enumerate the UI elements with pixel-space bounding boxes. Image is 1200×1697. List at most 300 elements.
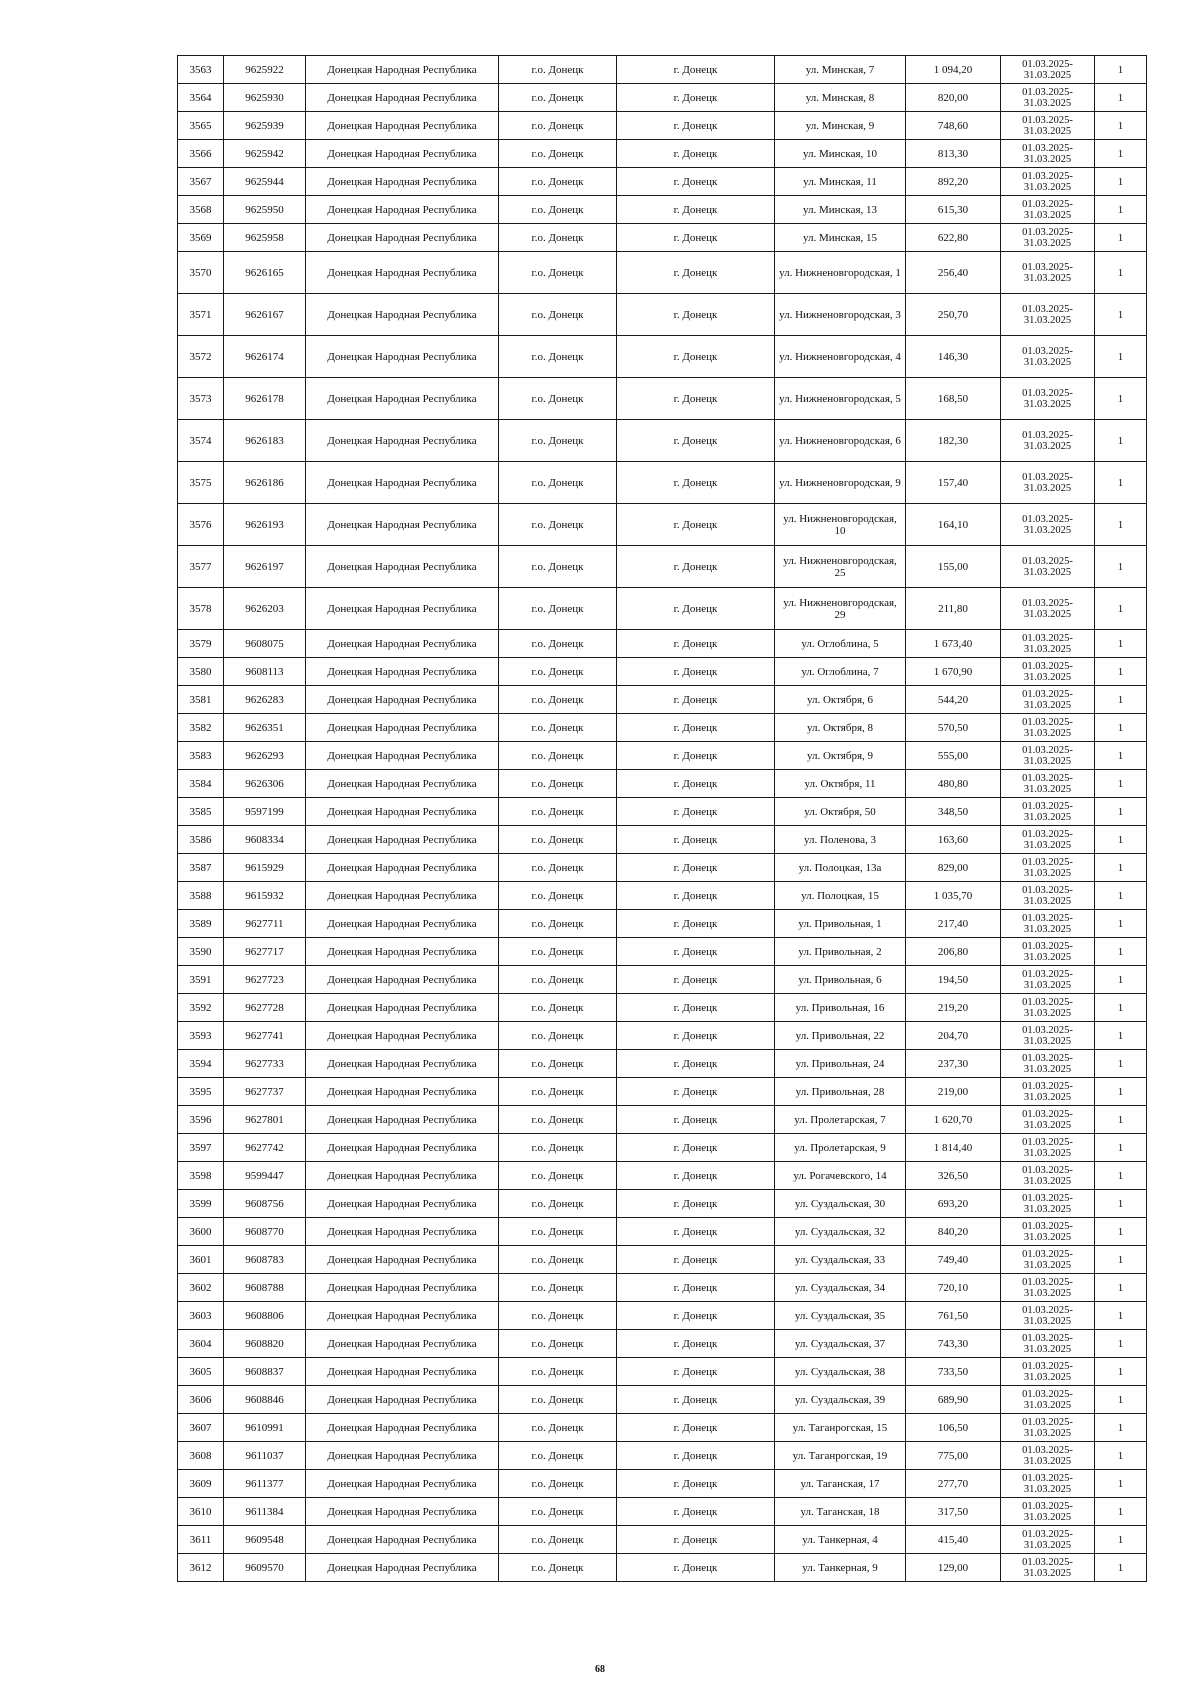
- count-cell: 1: [1095, 938, 1147, 966]
- area-cell: 146,30: [906, 336, 1001, 378]
- object-code-cell: 9626203: [224, 588, 306, 630]
- district-cell: г.о. Донецк: [499, 826, 617, 854]
- city-cell: г. Донецк: [617, 504, 775, 546]
- row-number-cell: 3581: [178, 686, 224, 714]
- city-cell: г. Донецк: [617, 224, 775, 252]
- area-cell: 615,30: [906, 196, 1001, 224]
- city-cell: г. Донецк: [617, 1554, 775, 1582]
- region-cell: Донецкая Народная Республика: [306, 1190, 499, 1218]
- address-cell: ул. Рогачевского, 14: [775, 1162, 906, 1190]
- table-row: [178, 1274, 1147, 1302]
- row-number-cell: 3599: [178, 1190, 224, 1218]
- count-cell: 1: [1095, 798, 1147, 826]
- district-cell: г.о. Донецк: [499, 56, 617, 84]
- count-cell: 1: [1095, 742, 1147, 770]
- area-cell: 733,50: [906, 1358, 1001, 1386]
- address-cell: ул. Октября, 9: [775, 742, 906, 770]
- area-cell: 748,60: [906, 112, 1001, 140]
- count-cell: 1: [1095, 1078, 1147, 1106]
- area-cell: 129,00: [906, 1554, 1001, 1582]
- count-cell: 1: [1095, 224, 1147, 252]
- row-number-cell: 3564: [178, 84, 224, 112]
- address-cell: ул. Минская, 9: [775, 112, 906, 140]
- city-cell: г. Донецк: [617, 798, 775, 826]
- row-number-cell: 3570: [178, 252, 224, 294]
- count-cell: 1: [1095, 140, 1147, 168]
- city-cell: г. Донецк: [617, 742, 775, 770]
- city-cell: г. Донецк: [617, 1358, 775, 1386]
- region-cell: Донецкая Народная Республика: [306, 994, 499, 1022]
- period-cell: 01.03.2025-31.03.2025: [1001, 420, 1095, 462]
- period-cell: 01.03.2025-31.03.2025: [1001, 196, 1095, 224]
- row-number-cell: 3574: [178, 420, 224, 462]
- table-row: [178, 84, 1147, 112]
- count-cell: 1: [1095, 112, 1147, 140]
- row-number-cell: 3597: [178, 1134, 224, 1162]
- period-cell: 01.03.2025-31.03.2025: [1001, 770, 1095, 798]
- district-cell: г.о. Донецк: [499, 770, 617, 798]
- address-cell: ул. Суздальская, 34: [775, 1274, 906, 1302]
- district-cell: г.о. Донецк: [499, 630, 617, 658]
- area-cell: 693,20: [906, 1190, 1001, 1218]
- row-number-cell: 3610: [178, 1498, 224, 1526]
- area-cell: 1 673,40: [906, 630, 1001, 658]
- table-row: [178, 1050, 1147, 1078]
- object-code-cell: 9608756: [224, 1190, 306, 1218]
- period-cell: 01.03.2025-31.03.2025: [1001, 910, 1095, 938]
- district-cell: г.о. Донецк: [499, 1358, 617, 1386]
- district-cell: г.о. Донецк: [499, 1078, 617, 1106]
- object-code-cell: 9610991: [224, 1414, 306, 1442]
- area-cell: 555,00: [906, 742, 1001, 770]
- address-cell: ул. Поленова, 3: [775, 826, 906, 854]
- district-cell: г.о. Донецк: [499, 1022, 617, 1050]
- object-code-cell: 9627741: [224, 1022, 306, 1050]
- city-cell: г. Донецк: [617, 1022, 775, 1050]
- city-cell: г. Донецк: [617, 294, 775, 336]
- table-row: [178, 686, 1147, 714]
- address-cell: ул. Минская, 8: [775, 84, 906, 112]
- region-cell: Донецкая Народная Республика: [306, 1218, 499, 1246]
- object-code-cell: 9611037: [224, 1442, 306, 1470]
- table-row: [178, 462, 1147, 504]
- district-cell: г.о. Донецк: [499, 1218, 617, 1246]
- area-cell: 211,80: [906, 588, 1001, 630]
- row-number-cell: 3601: [178, 1246, 224, 1274]
- district-cell: г.о. Донецк: [499, 336, 617, 378]
- address-cell: ул. Нижненовгородская, 4: [775, 336, 906, 378]
- table-row: [178, 714, 1147, 742]
- district-cell: г.о. Донецк: [499, 854, 617, 882]
- district-cell: г.о. Донецк: [499, 1050, 617, 1078]
- city-cell: г. Донецк: [617, 1386, 775, 1414]
- city-cell: г. Донецк: [617, 910, 775, 938]
- region-cell: Донецкая Народная Республика: [306, 224, 499, 252]
- count-cell: 1: [1095, 1106, 1147, 1134]
- district-cell: г.о. Донецк: [499, 84, 617, 112]
- district-cell: г.о. Донецк: [499, 1498, 617, 1526]
- city-cell: г. Донецк: [617, 966, 775, 994]
- city-cell: г. Донецк: [617, 1498, 775, 1526]
- region-cell: Донецкая Народная Республика: [306, 1274, 499, 1302]
- address-cell: ул. Полоцкая, 15: [775, 882, 906, 910]
- city-cell: г. Донецк: [617, 658, 775, 686]
- address-cell: ул. Суздальская, 35: [775, 1302, 906, 1330]
- address-cell: ул. Октября, 11: [775, 770, 906, 798]
- count-cell: 1: [1095, 252, 1147, 294]
- object-code-cell: 9609570: [224, 1554, 306, 1582]
- object-code-cell: 9625930: [224, 84, 306, 112]
- address-cell: ул. Пролетарская, 7: [775, 1106, 906, 1134]
- period-cell: 01.03.2025-31.03.2025: [1001, 994, 1095, 1022]
- count-cell: 1: [1095, 168, 1147, 196]
- address-cell: ул. Суздальская, 30: [775, 1190, 906, 1218]
- count-cell: 1: [1095, 1498, 1147, 1526]
- area-cell: 317,50: [906, 1498, 1001, 1526]
- table-row: [178, 504, 1147, 546]
- address-cell: ул. Суздальская, 32: [775, 1218, 906, 1246]
- address-cell: ул. Октября, 6: [775, 686, 906, 714]
- table-row: [178, 1414, 1147, 1442]
- region-cell: Донецкая Народная Республика: [306, 770, 499, 798]
- row-number-cell: 3600: [178, 1218, 224, 1246]
- period-cell: 01.03.2025-31.03.2025: [1001, 1386, 1095, 1414]
- region-cell: Донецкая Народная Республика: [306, 140, 499, 168]
- table-body: [178, 56, 1147, 1582]
- table-row: [178, 742, 1147, 770]
- row-number-cell: 3583: [178, 742, 224, 770]
- count-cell: 1: [1095, 56, 1147, 84]
- table-row: [178, 1330, 1147, 1358]
- row-number-cell: 3607: [178, 1414, 224, 1442]
- period-cell: 01.03.2025-31.03.2025: [1001, 252, 1095, 294]
- count-cell: 1: [1095, 1414, 1147, 1442]
- count-cell: 1: [1095, 336, 1147, 378]
- district-cell: г.о. Донецк: [499, 658, 617, 686]
- row-number-cell: 3580: [178, 658, 224, 686]
- area-cell: 250,70: [906, 294, 1001, 336]
- object-code-cell: 9625944: [224, 168, 306, 196]
- table-row: [178, 966, 1147, 994]
- period-cell: 01.03.2025-31.03.2025: [1001, 1246, 1095, 1274]
- district-cell: г.о. Донецк: [499, 1442, 617, 1470]
- city-cell: г. Донецк: [617, 770, 775, 798]
- table-row: [178, 1022, 1147, 1050]
- region-cell: Донецкая Народная Республика: [306, 966, 499, 994]
- region-cell: Донецкая Народная Республика: [306, 854, 499, 882]
- count-cell: 1: [1095, 770, 1147, 798]
- object-code-cell: 9625942: [224, 140, 306, 168]
- period-cell: 01.03.2025-31.03.2025: [1001, 1526, 1095, 1554]
- region-cell: Донецкая Народная Республика: [306, 910, 499, 938]
- region-cell: Донецкая Народная Республика: [306, 1106, 499, 1134]
- city-cell: г. Донецк: [617, 462, 775, 504]
- row-number-cell: 3591: [178, 966, 224, 994]
- city-cell: г. Донецк: [617, 168, 775, 196]
- period-cell: 01.03.2025-31.03.2025: [1001, 714, 1095, 742]
- area-cell: 761,50: [906, 1302, 1001, 1330]
- address-cell: ул. Нижненовгородская, 25: [775, 546, 906, 588]
- region-cell: Донецкая Народная Республика: [306, 826, 499, 854]
- area-cell: 1 814,40: [906, 1134, 1001, 1162]
- city-cell: г. Донецк: [617, 252, 775, 294]
- table-row: [178, 168, 1147, 196]
- period-cell: 01.03.2025-31.03.2025: [1001, 1274, 1095, 1302]
- address-cell: ул. Нижненовгородская, 9: [775, 462, 906, 504]
- table-row: [178, 294, 1147, 336]
- district-cell: г.о. Донецк: [499, 1526, 617, 1554]
- address-cell: ул. Суздальская, 38: [775, 1358, 906, 1386]
- object-code-cell: 9608770: [224, 1218, 306, 1246]
- address-cell: ул. Танкерная, 9: [775, 1554, 906, 1582]
- period-cell: 01.03.2025-31.03.2025: [1001, 1218, 1095, 1246]
- row-number-cell: 3586: [178, 826, 224, 854]
- row-number-cell: 3567: [178, 168, 224, 196]
- object-code-cell: 9608846: [224, 1386, 306, 1414]
- count-cell: 1: [1095, 910, 1147, 938]
- area-cell: 168,50: [906, 378, 1001, 420]
- region-cell: Донецкая Народная Республика: [306, 1554, 499, 1582]
- address-cell: ул. Привольная, 28: [775, 1078, 906, 1106]
- period-cell: 01.03.2025-31.03.2025: [1001, 140, 1095, 168]
- row-number-cell: 3595: [178, 1078, 224, 1106]
- district-cell: г.о. Донецк: [499, 1106, 617, 1134]
- district-cell: г.о. Донецк: [499, 910, 617, 938]
- city-cell: г. Донецк: [617, 1330, 775, 1358]
- area-cell: 163,60: [906, 826, 1001, 854]
- district-cell: г.о. Донецк: [499, 168, 617, 196]
- area-cell: 277,70: [906, 1470, 1001, 1498]
- table-row: [178, 252, 1147, 294]
- table-row: [178, 1470, 1147, 1498]
- object-code-cell: 9608806: [224, 1302, 306, 1330]
- address-cell: ул. Минская, 15: [775, 224, 906, 252]
- object-code-cell: 9627723: [224, 966, 306, 994]
- area-cell: 813,30: [906, 140, 1001, 168]
- table-row: [178, 798, 1147, 826]
- object-code-cell: 9625922: [224, 56, 306, 84]
- count-cell: 1: [1095, 1302, 1147, 1330]
- city-cell: г. Донецк: [617, 1134, 775, 1162]
- district-cell: г.о. Донецк: [499, 798, 617, 826]
- count-cell: 1: [1095, 1022, 1147, 1050]
- area-cell: 182,30: [906, 420, 1001, 462]
- object-code-cell: 9626186: [224, 462, 306, 504]
- region-cell: Донецкая Народная Республика: [306, 882, 499, 910]
- row-number-cell: 3588: [178, 882, 224, 910]
- row-number-cell: 3611: [178, 1526, 224, 1554]
- period-cell: 01.03.2025-31.03.2025: [1001, 1190, 1095, 1218]
- object-code-cell: 9627717: [224, 938, 306, 966]
- district-cell: г.о. Донецк: [499, 966, 617, 994]
- district-cell: г.о. Донецк: [499, 504, 617, 546]
- region-cell: Донецкая Народная Республика: [306, 1050, 499, 1078]
- row-number-cell: 3578: [178, 588, 224, 630]
- region-cell: Донецкая Народная Республика: [306, 168, 499, 196]
- period-cell: 01.03.2025-31.03.2025: [1001, 1134, 1095, 1162]
- district-cell: г.о. Донецк: [499, 112, 617, 140]
- city-cell: г. Донецк: [617, 546, 775, 588]
- district-cell: г.о. Донецк: [499, 882, 617, 910]
- address-cell: ул. Полоцкая, 13а: [775, 854, 906, 882]
- area-cell: 1 094,20: [906, 56, 1001, 84]
- area-cell: 1 035,70: [906, 882, 1001, 910]
- row-number-cell: 3565: [178, 112, 224, 140]
- object-code-cell: 9625958: [224, 224, 306, 252]
- period-cell: 01.03.2025-31.03.2025: [1001, 588, 1095, 630]
- region-cell: Донецкая Народная Республика: [306, 714, 499, 742]
- area-cell: 480,80: [906, 770, 1001, 798]
- object-code-cell: 9608113: [224, 658, 306, 686]
- region-cell: Донецкая Народная Республика: [306, 1022, 499, 1050]
- row-number-cell: 3584: [178, 770, 224, 798]
- table-row: [178, 1442, 1147, 1470]
- district-cell: г.о. Донецк: [499, 1302, 617, 1330]
- period-cell: 01.03.2025-31.03.2025: [1001, 336, 1095, 378]
- city-cell: г. Донецк: [617, 420, 775, 462]
- address-cell: ул. Оглоблина, 7: [775, 658, 906, 686]
- row-number-cell: 3605: [178, 1358, 224, 1386]
- region-cell: Донецкая Народная Республика: [306, 686, 499, 714]
- district-cell: г.о. Донецк: [499, 742, 617, 770]
- address-cell: ул. Нижненовгородская, 6: [775, 420, 906, 462]
- table-row: [178, 1498, 1147, 1526]
- city-cell: г. Донецк: [617, 1162, 775, 1190]
- row-number-cell: 3571: [178, 294, 224, 336]
- table-row: [178, 1358, 1147, 1386]
- period-cell: 01.03.2025-31.03.2025: [1001, 686, 1095, 714]
- city-cell: г. Донецк: [617, 882, 775, 910]
- city-cell: г. Донецк: [617, 588, 775, 630]
- object-code-cell: 9625939: [224, 112, 306, 140]
- object-code-cell: 9626197: [224, 546, 306, 588]
- count-cell: 1: [1095, 714, 1147, 742]
- area-cell: 326,50: [906, 1162, 1001, 1190]
- area-cell: 206,80: [906, 938, 1001, 966]
- table-row: [178, 420, 1147, 462]
- address-cell: ул. Минская, 7: [775, 56, 906, 84]
- area-cell: 689,90: [906, 1386, 1001, 1414]
- object-code-cell: 9626165: [224, 252, 306, 294]
- table-row: [178, 588, 1147, 630]
- object-code-cell: 9627728: [224, 994, 306, 1022]
- area-cell: 219,00: [906, 1078, 1001, 1106]
- count-cell: 1: [1095, 1274, 1147, 1302]
- period-cell: 01.03.2025-31.03.2025: [1001, 854, 1095, 882]
- region-cell: Донецкая Народная Республика: [306, 546, 499, 588]
- count-cell: 1: [1095, 630, 1147, 658]
- district-cell: г.о. Донецк: [499, 1274, 617, 1302]
- city-cell: г. Донецк: [617, 854, 775, 882]
- count-cell: 1: [1095, 1218, 1147, 1246]
- object-code-cell: 9626167: [224, 294, 306, 336]
- area-cell: 237,30: [906, 1050, 1001, 1078]
- row-number-cell: 3596: [178, 1106, 224, 1134]
- city-cell: г. Донецк: [617, 1218, 775, 1246]
- address-cell: ул. Привольная, 6: [775, 966, 906, 994]
- count-cell: 1: [1095, 1386, 1147, 1414]
- city-cell: г. Донецк: [617, 1414, 775, 1442]
- period-cell: 01.03.2025-31.03.2025: [1001, 882, 1095, 910]
- region-cell: Донецкая Народная Республика: [306, 112, 499, 140]
- period-cell: 01.03.2025-31.03.2025: [1001, 798, 1095, 826]
- area-cell: 1 620,70: [906, 1106, 1001, 1134]
- region-cell: Донецкая Народная Республика: [306, 1358, 499, 1386]
- region-cell: Донецкая Народная Республика: [306, 588, 499, 630]
- area-cell: 219,20: [906, 994, 1001, 1022]
- city-cell: г. Донецк: [617, 1526, 775, 1554]
- count-cell: 1: [1095, 1330, 1147, 1358]
- address-cell: ул. Октября, 50: [775, 798, 906, 826]
- count-cell: 1: [1095, 1190, 1147, 1218]
- period-cell: 01.03.2025-31.03.2025: [1001, 630, 1095, 658]
- city-cell: г. Донецк: [617, 630, 775, 658]
- address-cell: ул. Таганская, 17: [775, 1470, 906, 1498]
- address-cell: ул. Привольная, 16: [775, 994, 906, 1022]
- count-cell: 1: [1095, 294, 1147, 336]
- table-row: [178, 770, 1147, 798]
- city-cell: г. Донецк: [617, 196, 775, 224]
- table-row: [178, 630, 1147, 658]
- district-cell: г.о. Донецк: [499, 1470, 617, 1498]
- row-number-cell: 3579: [178, 630, 224, 658]
- row-number-cell: 3589: [178, 910, 224, 938]
- address-cell: ул. Пролетарская, 9: [775, 1134, 906, 1162]
- count-cell: 1: [1095, 378, 1147, 420]
- period-cell: 01.03.2025-31.03.2025: [1001, 826, 1095, 854]
- area-cell: 743,30: [906, 1330, 1001, 1358]
- period-cell: 01.03.2025-31.03.2025: [1001, 546, 1095, 588]
- table-row: [178, 910, 1147, 938]
- address-cell: ул. Нижненовгородская, 3: [775, 294, 906, 336]
- count-cell: 1: [1095, 588, 1147, 630]
- period-cell: 01.03.2025-31.03.2025: [1001, 56, 1095, 84]
- city-cell: г. Донецк: [617, 378, 775, 420]
- region-cell: Донецкая Народная Республика: [306, 938, 499, 966]
- table-row: [178, 546, 1147, 588]
- period-cell: 01.03.2025-31.03.2025: [1001, 658, 1095, 686]
- count-cell: 1: [1095, 854, 1147, 882]
- period-cell: 01.03.2025-31.03.2025: [1001, 1050, 1095, 1078]
- row-number-cell: 3590: [178, 938, 224, 966]
- table-row: [178, 336, 1147, 378]
- city-cell: г. Донецк: [617, 1050, 775, 1078]
- region-cell: Донецкая Народная Республика: [306, 1442, 499, 1470]
- address-cell: ул. Суздальская, 39: [775, 1386, 906, 1414]
- count-cell: 1: [1095, 1134, 1147, 1162]
- object-code-cell: 9626178: [224, 378, 306, 420]
- region-cell: Донецкая Народная Республика: [306, 504, 499, 546]
- count-cell: 1: [1095, 1442, 1147, 1470]
- address-cell: ул. Суздальская, 33: [775, 1246, 906, 1274]
- table-row: [178, 1554, 1147, 1582]
- count-cell: 1: [1095, 1246, 1147, 1274]
- object-code-cell: 9626306: [224, 770, 306, 798]
- period-cell: 01.03.2025-31.03.2025: [1001, 1022, 1095, 1050]
- district-cell: г.о. Донецк: [499, 462, 617, 504]
- address-cell: ул. Танкерная, 4: [775, 1526, 906, 1554]
- address-cell: ул. Таганрогская, 15: [775, 1414, 906, 1442]
- region-cell: Донецкая Народная Республика: [306, 1470, 499, 1498]
- count-cell: 1: [1095, 658, 1147, 686]
- row-number-cell: 3587: [178, 854, 224, 882]
- table-row: [178, 196, 1147, 224]
- city-cell: г. Донецк: [617, 140, 775, 168]
- object-code-cell: 9626293: [224, 742, 306, 770]
- row-number-cell: 3577: [178, 546, 224, 588]
- region-cell: Донецкая Народная Республика: [306, 1078, 499, 1106]
- city-cell: г. Донецк: [617, 56, 775, 84]
